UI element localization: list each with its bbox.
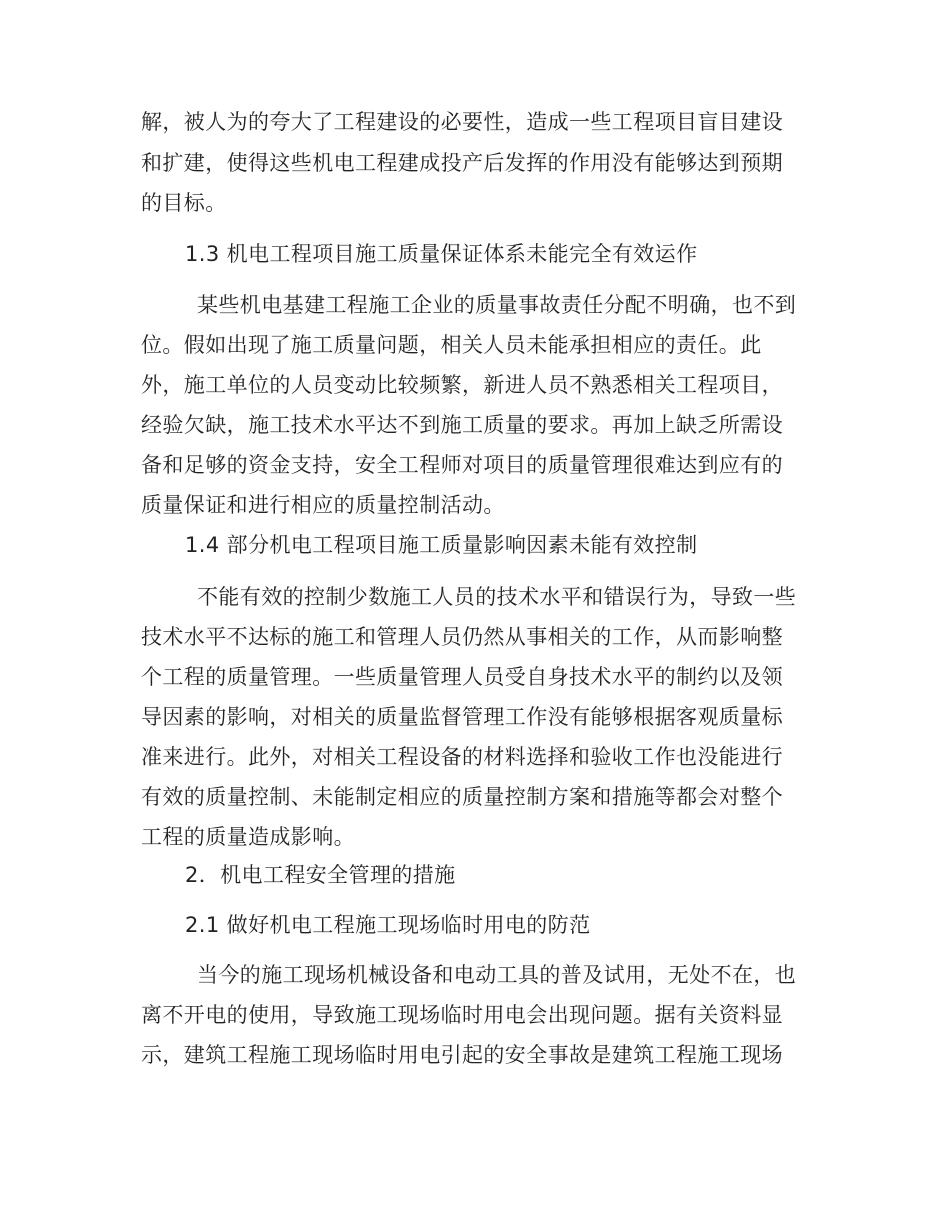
section-heading-1-4: 1.4 部分机电工程项目施工质量影响因素未能有效控制 xyxy=(185,533,698,557)
paragraph-line: 和扩建，使得这些机电工程建成投产后发挥的作用没有能够达到预期 xyxy=(141,151,783,175)
paragraph-line: 示，建筑工程施工现场临时用电引起的安全事故是建筑工程施工现场 xyxy=(141,1043,783,1067)
paragraph-line: 当今的施工现场机械设备和电动工具的普及试用，无处不在，也 xyxy=(197,963,797,987)
section-heading-1-3: 1.3 机电工程项目施工质量保证体系未能完全有效运作 xyxy=(185,242,698,266)
section-heading-2: 2．机电工程安全管理的措施 xyxy=(185,863,456,887)
paragraph-line: 质量保证和进行相应的质量控制活动。 xyxy=(141,493,505,517)
paragraph-line: 备和足够的资金支持，安全工程师对项目的质量管理很难达到应有的 xyxy=(141,453,783,477)
paragraph-line: 不能有效的控制少数施工人员的技术水平和错误行为，导致一些 xyxy=(197,585,797,609)
section-heading-2-1: 2.1 做好机电工程施工现场临时用电的防范 xyxy=(185,913,591,937)
paragraph-line: 离不开电的使用，导致施工现场临时用电会出现问题。据有关资料显 xyxy=(141,1003,783,1027)
paragraph-line: 某些机电基建工程施工企业的质量事故责任分配不明确，也不到 xyxy=(197,293,797,317)
paragraph-line: 的目标。 xyxy=(141,191,227,215)
paragraph-line: 解，被人为的夸大了工程建设的必要性，造成一些工程项目盲目建设 xyxy=(141,110,783,134)
paragraph-line: 导因素的影响，对相关的质量监督管理工作没有能够根据客观质量标 xyxy=(141,705,783,729)
paragraph-line: 个工程的质量管理。一些质量管理人员受自身技术水平的制约以及领 xyxy=(141,665,783,689)
paragraph-line: 技术水平不达标的施工和管理人员仍然从事相关的工作，从而影响整 xyxy=(141,625,783,649)
paragraph-line: 位。假如出现了施工质量问题，相关人员未能承担相应的责任。此 xyxy=(141,333,762,357)
paragraph-line: 有效的质量控制、未能制定相应的质量控制方案和措施等都会对整个 xyxy=(141,785,783,809)
paragraph-line: 工程的质量造成影响。 xyxy=(141,825,355,849)
paragraph-line: 外，施工单位的人员变动比较频繁，新进人员不熟悉相关工程项目， xyxy=(141,373,783,397)
paragraph-line: 经验欠缺，施工技术水平达不到施工质量的要求。再加上缺乏所需设 xyxy=(141,413,783,437)
paragraph-line: 准来进行。此外，对相关工程设备的材料选择和验收工作也没能进行 xyxy=(141,745,783,769)
